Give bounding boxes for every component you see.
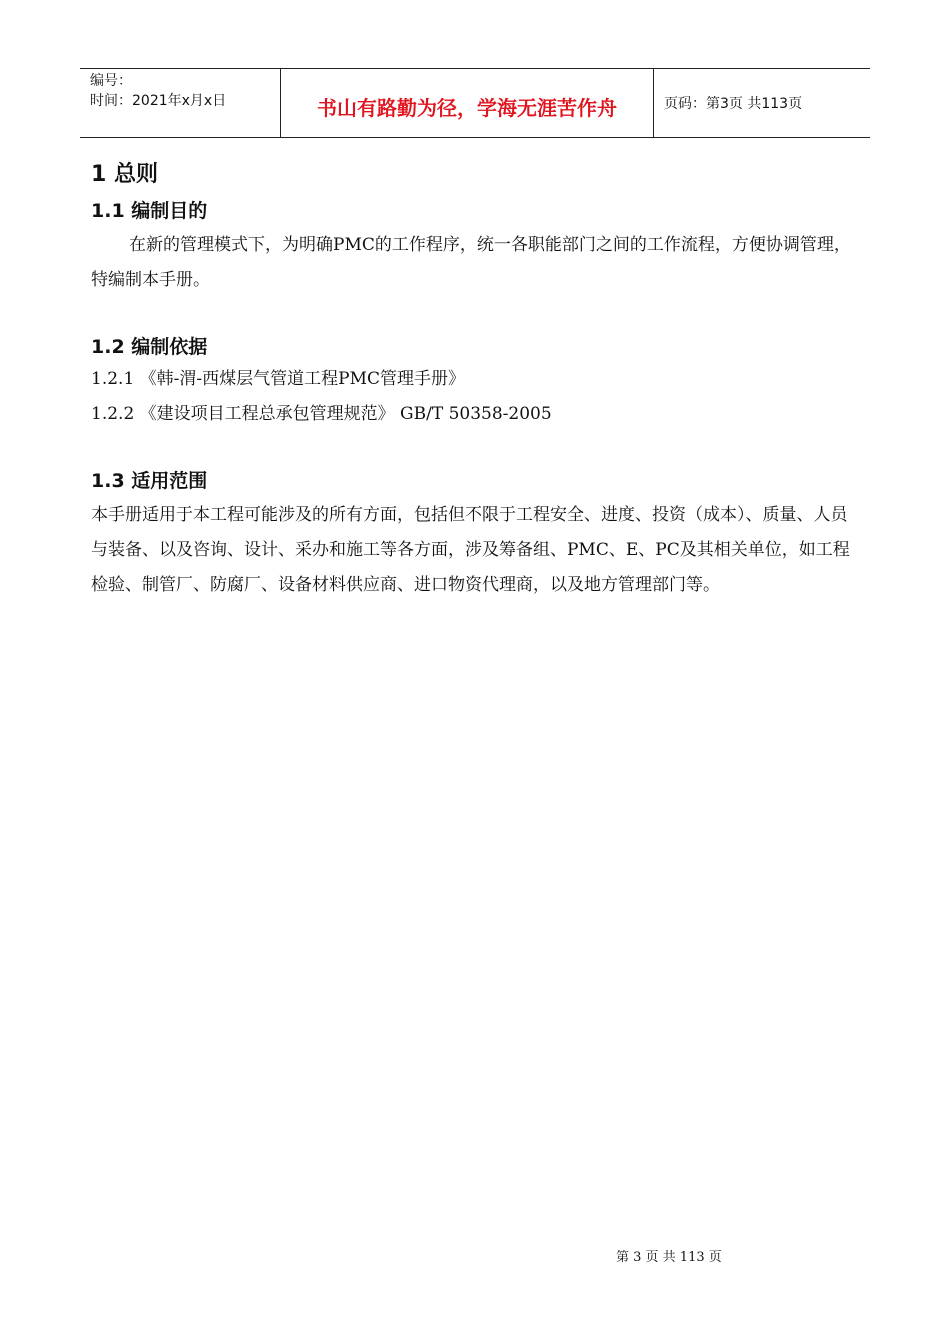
section-text-purpose: 在新的管理模式下，为明确PMC的工作程序，统一各职能部门之间的工作流程，方便协调管理，特编制本手册。 xyxy=(91,235,851,290)
header-motto: 书山有路勤为径，学海无涯苦作舟 xyxy=(317,95,617,120)
section-title-purpose: 1.1 编制目的 xyxy=(91,200,208,222)
document-number-label: 编号： xyxy=(90,73,132,89)
header-motto-cell xyxy=(281,69,654,137)
chapter-title: 1 总则 xyxy=(91,162,158,187)
section-title-scope: 1.3 适用范围 xyxy=(91,470,208,492)
header-page-cell xyxy=(654,69,870,137)
basis-item-1: 1.2.1 《韩-渭-西煤层气管道工程PMC管理手册》 xyxy=(91,369,465,389)
header-meta xyxy=(80,69,281,137)
page-header xyxy=(80,68,870,138)
header-page-number: 页码：第3页 共113页 xyxy=(664,96,803,112)
document-body xyxy=(91,150,861,603)
basis-item-2: 1.2.2 《建设项目工程总承包管理规范》 GB/T 50358-2005 xyxy=(91,404,552,424)
document-date: 时间：2021年x月x日 xyxy=(90,93,227,109)
footer-page-number: 第 3 页 共 113 页 xyxy=(616,1250,722,1265)
section-text-scope: 本手册适用于本工程可能涉及的所有方面，包括但不限于工程安全、进度、投资（成本）、质量、人员与装备、以及咨询、设计、采办和施工等各方面，涉及筹备组、PMC、E、PC及其相关单位，如工程检验、制管厂、防腐厂、设备材料供应商、进口物资代理商，以及地方管理部门等。 xyxy=(91,505,850,595)
section-title-basis: 1.2 编制依据 xyxy=(91,336,208,358)
